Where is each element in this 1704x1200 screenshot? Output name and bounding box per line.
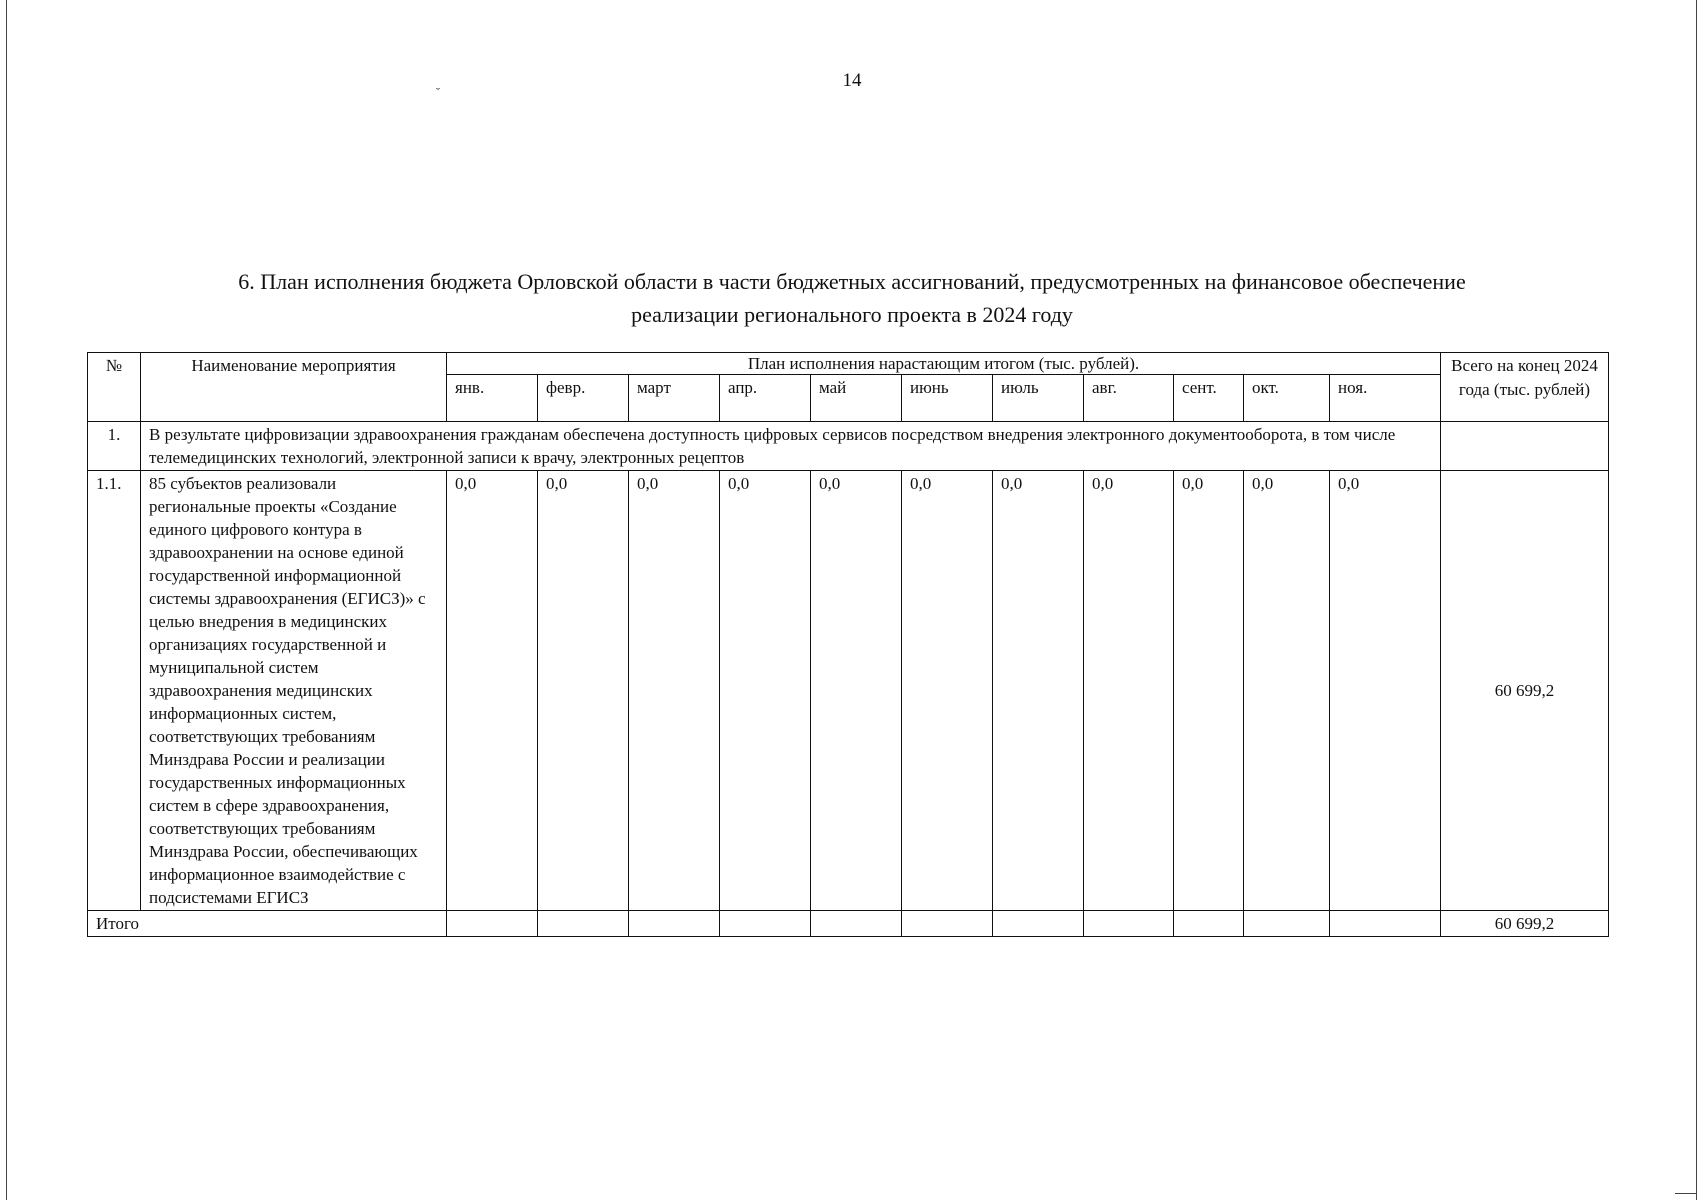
page-corner-mark: [1675, 1193, 1697, 1194]
budget-table: [87, 352, 1609, 937]
value-jul: 0,0: [993, 471, 1084, 911]
total-empty-jun: [902, 911, 993, 937]
total-empty-jan: [447, 911, 538, 937]
page-number: 14: [842, 70, 862, 91]
total-empty-mar: [629, 911, 720, 937]
page-right-edge: [1696, 0, 1697, 1200]
total-empty-may: [811, 911, 902, 937]
value-oct: 0,0: [1244, 471, 1330, 911]
header-name: Наименование мероприятия: [141, 353, 447, 422]
scan-mark: ˘: [436, 85, 440, 99]
month-oct: окт.: [1244, 375, 1330, 422]
value-aug: 0,0: [1084, 471, 1174, 911]
month-mar: март: [629, 375, 720, 422]
header-total: Всего на конец 2024 года (тыс. рублей): [1441, 353, 1609, 422]
month-may: май: [811, 375, 902, 422]
table-row: [88, 471, 1609, 911]
total-empty-feb: [538, 911, 629, 937]
month-jun: июнь: [902, 375, 993, 422]
month-feb: февр.: [538, 375, 629, 422]
month-apr: апр.: [720, 375, 811, 422]
section-number: 1.: [88, 422, 141, 471]
row-total: 60 699,2: [1441, 471, 1609, 911]
total-row: [88, 911, 1609, 937]
value-apr: 0,0: [720, 471, 811, 911]
month-nov: ноя.: [1330, 375, 1441, 422]
section-total: [1441, 422, 1609, 471]
total-empty-sep: [1174, 911, 1244, 937]
value-jun: 0,0: [902, 471, 993, 911]
value-jan: 0,0: [447, 471, 538, 911]
total-empty-aug: [1084, 911, 1174, 937]
total-empty-nov: [1330, 911, 1441, 937]
total-empty-apr: [720, 911, 811, 937]
value-mar: 0,0: [629, 471, 720, 911]
section-text: В результате цифровизации здравоохранения гражданам обеспечена доступность цифровых сервисов посредством внедрения электронного документооборота, в том числе телемедицинских технологий, электронной записи к врачу, электронных рецептов: [141, 422, 1441, 471]
value-sep: 0,0: [1174, 471, 1244, 911]
grand-total: 60 699,2: [1441, 911, 1609, 937]
value-feb: 0,0: [538, 471, 629, 911]
row-number: 1.1.: [88, 471, 141, 911]
value-may: 0,0: [811, 471, 902, 911]
page-title: [150, 265, 1554, 331]
header-plan: План исполнения нарастающим итогом (тыс. рублей).: [447, 353, 1441, 375]
total-label: Итого: [88, 911, 447, 937]
page-title-line-1: 6. План исполнения бюджета Орловской области в части бюджетных ассигнований, предусмотренных на финансовое обеспечение: [238, 269, 1466, 294]
table-header-row: [88, 353, 1609, 375]
month-jul: июль: [993, 375, 1084, 422]
page-title-line-2: реализации регионального проекта в 2024 году: [631, 302, 1073, 327]
header-number: №: [88, 353, 141, 422]
value-nov: 0,0: [1330, 471, 1441, 911]
section-row: [88, 422, 1609, 471]
total-empty-jul: [993, 911, 1084, 937]
page-left-edge: [6, 0, 7, 1200]
month-aug: авг.: [1084, 375, 1174, 422]
month-sep: сент.: [1174, 375, 1244, 422]
total-empty-oct: [1244, 911, 1330, 937]
month-jan: янв.: [447, 375, 538, 422]
row-name: 85 субъектов реализовали региональные проекты «Создание единого цифрового контура в здравоохранении на основе единой государственной информационной системы здравоохранения (ЕГИСЗ)» с целью внедрения в медицинских организациях государственной и муниципальной систем здравоохранения медицинских информационных систем, соответствующих требованиям Минздрава России и реализации государственных информационных систем в сфере здравоохранения, соответствующих требованиям Минздрава России, обеспечивающих информационное взаимодействие с подсистемами ЕГИСЗ: [141, 471, 447, 911]
